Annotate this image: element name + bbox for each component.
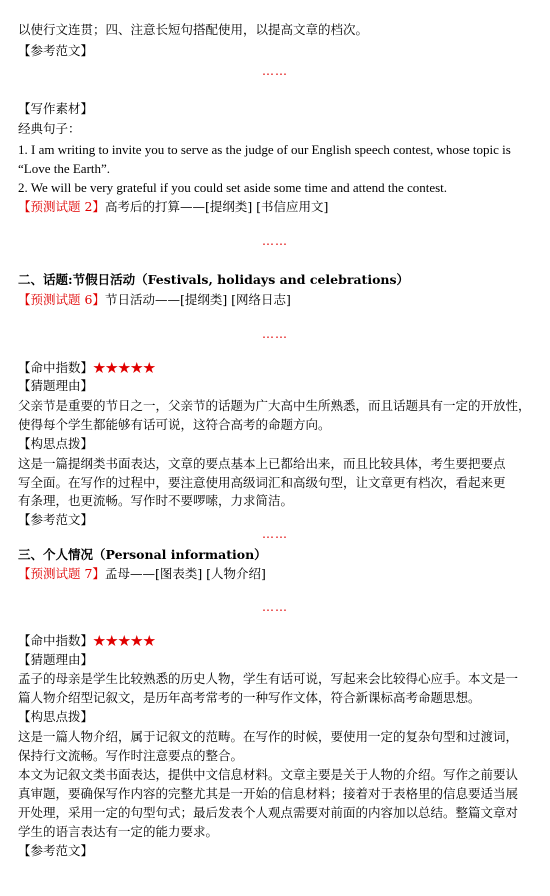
tips-1-line-3: 有条理，也更流畅。写作时不要啰嗦，力求简洁。 (18, 493, 294, 508)
ellipsis-divider-4: …… (262, 527, 288, 541)
classic-sentences-label: 经典句子： (18, 121, 81, 136)
sample-heading-3: 【参考范文】 (18, 843, 94, 858)
test-2-label: 【预测试题 2】 (18, 199, 105, 214)
hit-index-label-1: 【命中指数】 (18, 360, 94, 375)
test-2-line (18, 197, 532, 216)
ellipsis-divider-3: …… (262, 327, 288, 341)
reason-2-line-2: 篇人物介绍型记叙文，是历年高考常考的一种写作文体，符合新课标高考命题思想。 (18, 690, 481, 705)
tips-1-line-1: 这是一篇提纲类书面表达，文章的要点基本上已都给出来，而且比较具体，考生要把要点 (18, 456, 506, 471)
hit-index-row-1 (18, 358, 532, 377)
ellipsis-divider-1: …… (262, 64, 288, 78)
tips-2-line-3: 本文为记叙文类书面表达，提供中文信息材料。文章主要是关于人物的介绍。写作之前要认 (18, 767, 519, 782)
sentence-2: 2. We will be very grateful if you could set aside some time and attend the contest. (18, 180, 448, 195)
sample-heading-1: 【参考范文】 (18, 43, 94, 58)
hit-index-label-2: 【命中指数】 (18, 633, 94, 648)
rating-stars-2: ★★★★★ (93, 633, 156, 648)
material-heading: 【写作素材】 (18, 101, 94, 116)
tips-2-line-6: 学生的语言表达有一定的能力要求。 (18, 824, 219, 839)
tips-1-line-2: 写全面。在写作的过程中，要注意使用高级词汇和高级句型，让文章更有档次，看起来更 (18, 475, 506, 490)
test-2-text: 高考后的打算——[提纲类] [书信应用文] (104, 199, 329, 214)
test-6-line (18, 290, 532, 309)
tips-2-line-4: 真审题，要确保写作内容的完整尤其是一开始的信息材料；接着对于表格里的信息要适当展 (18, 786, 519, 801)
test-7-text: 孟母——[图表类] [人物介绍] (104, 566, 266, 581)
reason-heading-2: 【猜题理由】 (18, 652, 94, 667)
intro-end-text: 以使行文连贯；四、注意长短句搭配使用，以提高文章的档次。 (18, 22, 369, 37)
sample-heading-2: 【参考范文】 (18, 512, 94, 527)
sentence-1-line-1: 1. I am writing to invite you to serve as the judge of our English speech contest, whose topic is (18, 142, 511, 157)
section-3-title: 三、个人情况（Personal information） (18, 547, 267, 562)
tips-heading-1: 【构思点拨】 (18, 436, 94, 451)
test-6-text: 节日活动——[提纲类] [网络日志] (104, 292, 291, 307)
sentence-1-line-2: “Love the Earth”. (18, 161, 111, 176)
ellipsis-divider-2: …… (262, 234, 288, 248)
section-2-title: 二、话题:节假日活动（Festivals, holidays and celebrations） (18, 272, 410, 287)
test-6-label: 【预测试题 6】 (18, 292, 105, 307)
tips-2-line-1: 这是一篇人物介绍，属于记叙文的范畴。在写作的时候，要使用一定的复杂句型和过渡词， (18, 729, 519, 744)
reason-1-line-2: 使得每个学生都能够有话可说，这符合高考的命题方向。 (18, 417, 331, 432)
tips-2-line-2: 保持行文流畅。写作时注意要点的整合。 (18, 748, 244, 763)
reason-2-line-1: 孟子的母亲是学生比较熟悉的历史人物，学生有话可说，写起来会比较得心应手。本文是一 (18, 671, 519, 686)
rating-stars-1: ★★★★★ (93, 360, 156, 375)
tips-2-line-5: 开处理，采用一定的句型句式；最后发表个人观点需要对前面的内容加以总结。整篇文章对 (18, 805, 519, 820)
ellipsis-divider-5: …… (262, 600, 288, 614)
test-7-line (18, 564, 532, 583)
test-7-label: 【预测试题 7】 (18, 566, 105, 581)
reason-1-line-1: 父亲节是重要的节日之一，父亲节的话题为广大高中生所熟悉，而且话题具有一定的开放性， (18, 398, 531, 413)
hit-index-row-2 (18, 631, 532, 650)
reason-heading-1: 【猜题理由】 (18, 378, 94, 393)
tips-heading-2: 【构思点拨】 (18, 709, 94, 724)
